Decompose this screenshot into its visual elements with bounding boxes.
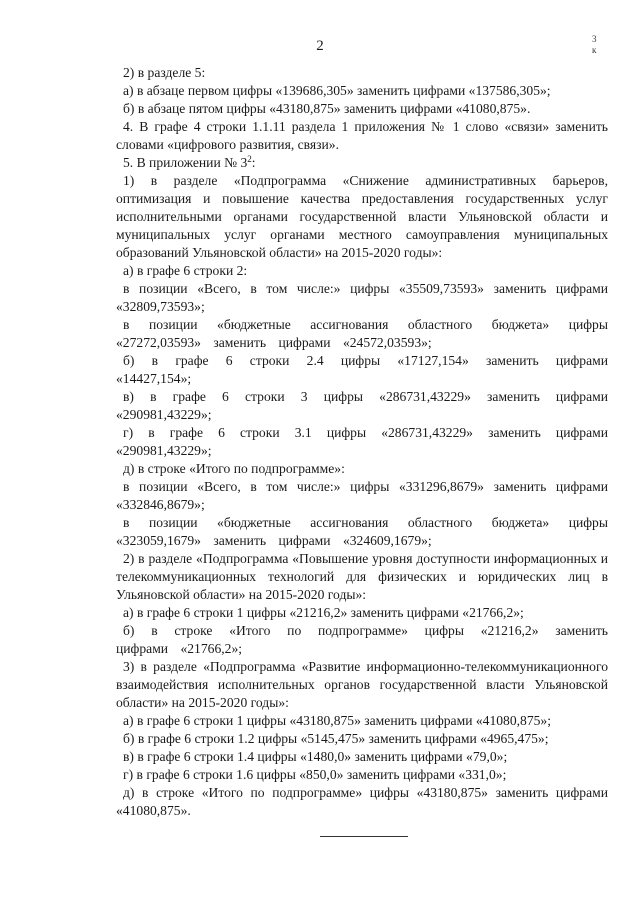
paragraph-5-1d-total: в позиции «Всего, в том числе:» цифры «331296,8679» заменить цифрами «332846,8679»;	[116, 479, 608, 512]
paragraph-5b: б) в абзаце пятом цифры «43180,875» заменить цифрами «41080,875».	[123, 101, 531, 116]
paragraph-5-1a-total: в позиции «Всего, в том числе:» цифры «35509,73593» заменить цифрами «32809,73593»;	[116, 281, 608, 314]
page-number: 2	[316, 38, 324, 54]
item-5-text: 5. В приложении № 3	[123, 155, 248, 170]
paragraph-5-1d-budget: в позиции «бюджетные ассигнования областного бюджета» цифры «323059,1679» заменить цифрами «324609,1679»;	[116, 515, 608, 548]
paragraph-item-5	[116, 154, 608, 172]
paragraph-5-2a: а) в графе 6 строки 1 цифры «21216,2» заменить цифрами «21766,2»;	[123, 605, 524, 620]
item-5-superscript: 2	[247, 154, 252, 164]
paragraph-5-1a: а) в графе 6 строки 2:	[123, 263, 248, 278]
paragraph-5-3v: в) в графе 6 строки 1.4 цифры «1480,0» заменить цифрами «79,0»;	[123, 749, 508, 764]
paragraph-5-2b: б) в строке «Итого по подпрограмме» цифры «21216,2» заменить цифрами «21766,2»;	[116, 623, 608, 656]
paragraph-5-1: 1) в разделе «Подпрограмма «Снижение административных барьеров, оптимизация и повышение качества предоставления государственных услуг исполнительными органами государственной власти Ульяновской области и муниципальных услуг органами местного самоуправления муниципальных образований Ульяновской области» на 2015-2020 годы»:	[116, 173, 608, 260]
paragraph-5-2: 2) в разделе «Подпрограмма «Повышение уровня доступности информационных и телекоммуникационных технологий для физических и юридических лиц в Ульяновской области» на 2015-2020 годы»:	[116, 551, 608, 602]
paragraph-5-3g: г) в графе 6 строки 1.6 цифры «850,0» заменить цифрами «331,0»;	[123, 767, 507, 782]
paragraph-item-4: 4. В графе 4 строки 1.1.11 раздела 1 приложения № 1 слово «связи» заменить словами «цифрового развития, связи».	[116, 119, 608, 152]
paragraph-5-3d: д) в строке «Итого по подпрограмме» цифры «43180,875» заменить цифрами «41080,875».	[116, 785, 608, 818]
item-5-colon: :	[251, 155, 256, 170]
paragraph-5-1d: д) в строке «Итого по подпрограмме»:	[123, 461, 345, 476]
paragraph-5-1v: в) в графе 6 строки 3 цифры «286731,43229» заменить цифрами «290981,43229»;	[116, 389, 608, 422]
paragraph-5-3: 3) в разделе «Подпрограмма «Развитие информационно-телекоммуникационного взаимодействия исполнительных органов государственной власти Ульяновской области» на 2015-2020 годы»:	[116, 659, 608, 710]
paragraph-5-3a: а) в графе 6 строки 1 цифры «43180,875» заменить цифрами «41080,875»;	[123, 713, 552, 728]
paragraph-5-1g: г) в графе 6 строки 3.1 цифры «286731,43229» заменить цифрами «290981,43229»;	[116, 425, 608, 458]
paragraph-5-3b: б) в графе 6 строки 1.2 цифры «5145,475» заменить цифрами «4965,475»;	[123, 731, 549, 746]
paragraph-section-5: 2) в разделе 5:	[123, 65, 206, 80]
paragraph-5a: а) в абзаце первом цифры «139686,305» заменить цифрами «137586,305»;	[123, 83, 551, 98]
document-body	[116, 64, 608, 820]
closing-rule	[320, 836, 408, 837]
paragraph-5-1b: б) в графе 6 строки 2.4 цифры «17127,154» заменить цифрами «14427,154»;	[116, 353, 608, 386]
corner-mark: 3 к	[592, 34, 597, 55]
paragraph-5-1a-budget: в позиции «бюджетные ассигнования областного бюджета» цифры «27272,03593» заменить цифрами «24572,03593»;	[116, 317, 608, 350]
